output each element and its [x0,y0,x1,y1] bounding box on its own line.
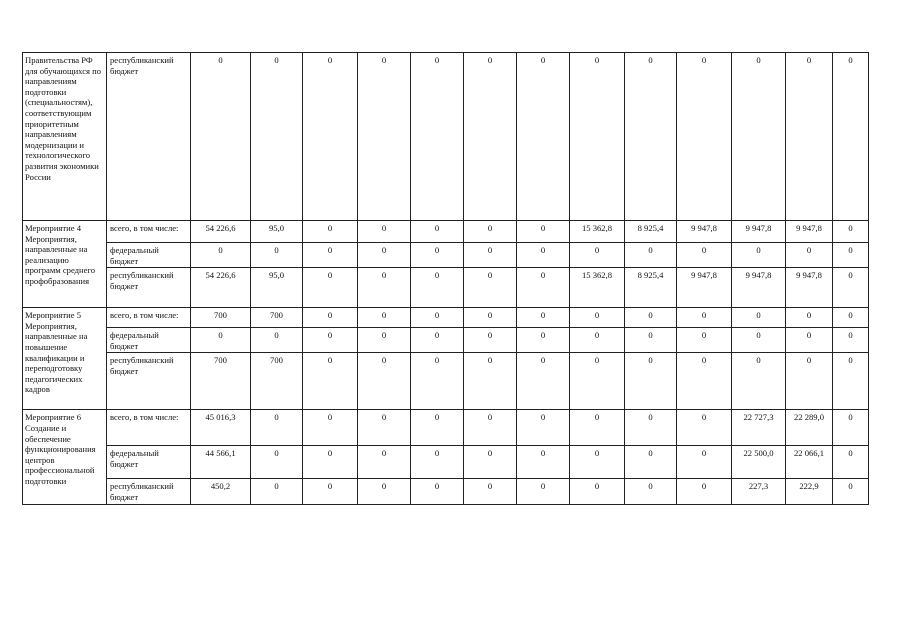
funding-source-cell: всего, в том числе: [107,308,191,328]
value-cell: 0 [251,410,303,446]
value-cell: 0 [833,221,869,243]
value-cell: 0 [677,243,732,268]
value-cell: 0 [358,268,411,308]
value-cell: 0 [303,328,358,353]
value-cell: 22 727,3 [732,410,786,446]
value-cell: 0 [570,446,625,479]
value-cell: 0 [358,479,411,504]
value-cell: 0 [464,53,517,221]
value-cell: 0 [464,328,517,353]
table-row [23,53,869,221]
value-cell: 0 [833,268,869,308]
value-cell: 0 [786,308,833,328]
value-cell: 700 [191,308,251,328]
value-cell: 0 [411,446,464,479]
value-cell: 0 [517,446,570,479]
value-cell: 0 [833,243,869,268]
value-cell: 227,3 [732,479,786,504]
measure-name-cell: Мероприятие 5 Мероприятия, направленные на повышение квалификации и переподготовку педагогических кадров [23,308,107,410]
value-cell: 0 [517,479,570,504]
value-cell: 0 [517,53,570,221]
value-cell: 0 [411,353,464,410]
table-row [23,353,869,410]
value-cell: 9 947,8 [786,268,833,308]
value-cell: 44 566,1 [191,446,251,479]
table-body [23,53,869,505]
value-cell: 0 [833,308,869,328]
value-cell: 15 362,8 [570,268,625,308]
value-cell: 0 [411,479,464,504]
value-cell: 0 [833,410,869,446]
value-cell: 0 [833,328,869,353]
value-cell: 0 [358,410,411,446]
funding-source-cell: республиканский бюджет [107,53,191,221]
value-cell: 8 925,4 [625,268,677,308]
value-cell: 0 [303,446,358,479]
value-cell: 0 [303,268,358,308]
funding-source-cell: республиканский бюджет [107,268,191,308]
funding-source-cell: федеральный бюджет [107,243,191,268]
value-cell: 0 [251,53,303,221]
funding-source-cell: федеральный бюджет [107,446,191,479]
value-cell: 0 [732,328,786,353]
value-cell: 45 016,3 [191,410,251,446]
value-cell: 0 [464,410,517,446]
value-cell: 0 [677,308,732,328]
value-cell: 0 [732,243,786,268]
value-cell: 0 [625,353,677,410]
value-cell: 22 066,1 [786,446,833,479]
value-cell: 22 289,0 [786,410,833,446]
value-cell: 0 [517,328,570,353]
value-cell: 0 [303,353,358,410]
value-cell: 0 [303,410,358,446]
value-cell: 0 [464,243,517,268]
table-row [23,446,869,479]
funding-source-cell: федеральный бюджет [107,328,191,353]
measure-name-cell: Мероприятие 6 Создание и обеспечение функционирования центров профессиональной подготовки [23,410,107,504]
table-row [23,268,869,308]
funding-source-cell: всего, в том числе: [107,410,191,446]
value-cell: 0 [358,446,411,479]
value-cell: 0 [786,328,833,353]
value-cell: 0 [833,353,869,410]
value-cell: 0 [517,243,570,268]
table-row [23,308,869,328]
value-cell: 0 [677,410,732,446]
value-cell: 0 [251,446,303,479]
value-cell: 450,2 [191,479,251,504]
value-cell: 700 [251,308,303,328]
table-row [23,243,869,268]
value-cell: 0 [570,479,625,504]
value-cell: 15 362,8 [570,221,625,243]
value-cell: 0 [251,479,303,504]
value-cell: 0 [570,53,625,221]
value-cell: 0 [833,446,869,479]
value-cell: 0 [732,308,786,328]
value-cell: 0 [732,353,786,410]
value-cell: 9 947,8 [732,268,786,308]
value-cell: 0 [677,53,732,221]
value-cell: 0 [517,268,570,308]
value-cell: 0 [303,308,358,328]
value-cell: 9 947,8 [786,221,833,243]
value-cell: 0 [625,410,677,446]
value-cell: 0 [191,328,251,353]
value-cell: 0 [358,221,411,243]
value-cell: 0 [625,53,677,221]
value-cell: 0 [833,479,869,504]
value-cell: 0 [411,221,464,243]
value-cell: 9 947,8 [732,221,786,243]
value-cell: 0 [570,328,625,353]
table-row [23,410,869,446]
value-cell: 0 [677,479,732,504]
value-cell: 0 [411,308,464,328]
funding-source-cell: всего, в том числе: [107,221,191,243]
value-cell: 0 [625,446,677,479]
value-cell: 95,0 [251,268,303,308]
value-cell: 0 [411,243,464,268]
value-cell: 0 [625,308,677,328]
value-cell: 22 500,0 [732,446,786,479]
value-cell: 0 [677,328,732,353]
value-cell: 54 226,6 [191,268,251,308]
value-cell: 0 [411,410,464,446]
value-cell: 0 [570,410,625,446]
value-cell: 0 [358,353,411,410]
value-cell: 222,9 [786,479,833,504]
value-cell: 0 [625,328,677,353]
value-cell: 700 [251,353,303,410]
value-cell: 54 226,6 [191,221,251,243]
value-cell: 0 [251,243,303,268]
value-cell: 0 [732,53,786,221]
value-cell: 0 [411,53,464,221]
value-cell: 0 [464,308,517,328]
value-cell: 0 [251,328,303,353]
value-cell: 0 [517,410,570,446]
value-cell: 0 [786,243,833,268]
value-cell: 0 [464,221,517,243]
value-cell: 0 [303,53,358,221]
value-cell: 700 [191,353,251,410]
measure-name-cell: Правительства РФ для обучающихся по направлениям подготовки (специальностям), соответствующим приоритетным направлениям модернизации и технологического развития экономики России [23,53,107,221]
value-cell: 0 [358,308,411,328]
value-cell: 0 [411,328,464,353]
table-row [23,479,869,504]
value-cell: 0 [786,53,833,221]
value-cell: 0 [570,353,625,410]
value-cell: 0 [464,353,517,410]
table-row [23,328,869,353]
value-cell: 0 [677,353,732,410]
value-cell: 0 [833,53,869,221]
value-cell: 0 [191,53,251,221]
value-cell: 0 [191,243,251,268]
value-cell: 95,0 [251,221,303,243]
value-cell: 9 947,8 [677,221,732,243]
value-cell: 0 [358,328,411,353]
value-cell: 0 [517,308,570,328]
value-cell: 0 [411,268,464,308]
funding-source-cell: республиканский бюджет [107,353,191,410]
value-cell: 0 [786,353,833,410]
value-cell: 0 [625,479,677,504]
value-cell: 0 [517,221,570,243]
value-cell: 0 [464,479,517,504]
value-cell: 0 [303,243,358,268]
value-cell: 0 [570,243,625,268]
value-cell: 0 [464,446,517,479]
value-cell: 0 [358,53,411,221]
value-cell: 8 925,4 [625,221,677,243]
measure-name-cell: Мероприятие 4 Мероприятия, направленные на реализацию программ среднего профобразования [23,221,107,308]
value-cell: 0 [464,268,517,308]
budget-table [22,52,869,505]
funding-source-cell: республиканский бюджет [107,479,191,504]
value-cell: 0 [303,479,358,504]
value-cell: 9 947,8 [677,268,732,308]
value-cell: 0 [677,446,732,479]
table-row [23,221,869,243]
value-cell: 0 [570,308,625,328]
value-cell: 0 [358,243,411,268]
value-cell: 0 [517,353,570,410]
value-cell: 0 [625,243,677,268]
value-cell: 0 [303,221,358,243]
